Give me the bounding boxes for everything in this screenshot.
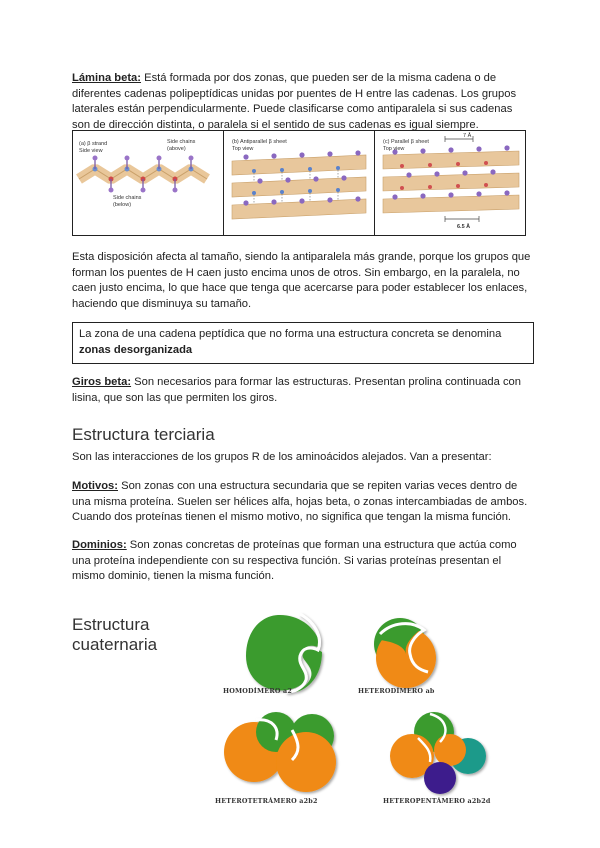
figure-c-dimension-bottom: 6.5 Å bbox=[457, 224, 471, 230]
giros-beta-title: Giros beta: bbox=[72, 376, 132, 388]
heteropentamer-subunit-purple bbox=[424, 762, 456, 794]
beta-sheet-figures bbox=[72, 130, 526, 236]
heteropentamer-diagram bbox=[390, 712, 486, 794]
heteropentamer-subunit-orange-2 bbox=[434, 734, 466, 766]
definition-box-bold: zonas desorganizada bbox=[79, 343, 193, 356]
heterotetramer-diagram bbox=[224, 712, 336, 792]
figure-b-title: (b) Antiparallel β sheet bbox=[232, 139, 287, 145]
figure-c-title: (c) Parallel β sheet bbox=[383, 139, 429, 145]
definition-box-text: La zona de una cadena peptídica que no forma una estructura concreta se denomina bbox=[79, 328, 502, 340]
dominios-paragraph bbox=[72, 538, 532, 585]
quaternary-structures-illustration bbox=[0, 600, 600, 848]
giros-beta-text: Son necesarios para formar las estructuras. Presentan prolina continuada con lisina, que son las que permiten los giros. bbox=[72, 376, 521, 404]
definition-box bbox=[72, 322, 534, 364]
caption-heteropentamero: HETEROPENTÁMERO a2b2d bbox=[383, 797, 491, 805]
heading-cuaternaria-line2: cuaternaria bbox=[72, 635, 158, 654]
lamina-beta-text: Está formada por dos zonas, que pueden ser de la misma cadena o de diferentes cadenas polipeptídicas unidas por puentes de H entre las cadenas. Los grupos laterales están perpendicularmente. Puede clasificarse como antiparalela si sus cadenas son de dirección distinta, o paralela si el sentido de sus cadenas es igual siempre. bbox=[72, 72, 517, 131]
figure-a-title: (a) β strand bbox=[79, 141, 108, 147]
motivos-text: Son zonas con una estructura secundaria que se repiten varias veces dentro de una misma proteína. Suelen ser hélices alfa, hojas beta, o zonas intercambiadas de ambos. Cuando dos proteínas tienen el mismo motivo, no significa que tengan la misma función. bbox=[72, 480, 528, 524]
figure-c-subtitle: Top view bbox=[383, 146, 405, 152]
heading-cuaternaria-line1: Estructura bbox=[72, 615, 150, 634]
figure-a-subtitle: Side view bbox=[79, 148, 103, 154]
disposicion-paragraph: Esta disposición afecta al tamaño, siendo la antiparalela más grande, porque los grupos que forman los puentes de H caen justo encima unos de otros. Sin embargo, en la paralela, no caen justo encima, lo que hace que tenga que acercarse para poder establecer los enlaces, haciendo que disminuya su tamaño. bbox=[72, 251, 531, 310]
caption-heterodimero: HETERODÍMERO ab bbox=[358, 687, 435, 695]
heterotetramer-subunit-a2 bbox=[276, 732, 336, 792]
homodimer-diagram bbox=[246, 614, 322, 692]
giros-beta-paragraph bbox=[72, 375, 532, 406]
figure-antiparallel-sheet bbox=[224, 131, 375, 235]
caption-homodimero: HOMODÍMERO a2 bbox=[223, 687, 293, 695]
figure-beta-strand bbox=[73, 131, 224, 235]
motivos-paragraph bbox=[72, 479, 532, 526]
caption-heterotetramero: HETEROTETRÁMERO a2b2 bbox=[215, 797, 318, 805]
dominios-title: Dominios: bbox=[72, 539, 127, 551]
motivos-title: Motivos: bbox=[72, 480, 118, 492]
lamina-beta-title: Lámina beta: bbox=[72, 72, 142, 84]
heading-estructura-terciaria: Estructura terciaria bbox=[72, 425, 215, 444]
terciaria-intro: Son las interacciones de los grupos R de los aminoácidos alejados. Van a presentar: bbox=[72, 451, 492, 463]
figure-parallel-sheet bbox=[375, 131, 525, 235]
figure-a-label-below: Side chains (below) bbox=[113, 195, 142, 208]
heterodimer-diagram bbox=[374, 618, 436, 688]
figure-c-dimension-top: 7 Å bbox=[463, 133, 472, 139]
lamina-beta-paragraph bbox=[72, 71, 532, 133]
figure-a-label-above: Side chains (above) bbox=[167, 139, 196, 152]
figure-b-subtitle: Top view bbox=[232, 146, 254, 152]
dominios-text: Son zonas concretas de proteínas que forman una estructura que actúa como una proteína independiente con su respectiva función. Si varias proteínas presentan el mismo dominio, tienen la misma función. bbox=[72, 539, 517, 583]
